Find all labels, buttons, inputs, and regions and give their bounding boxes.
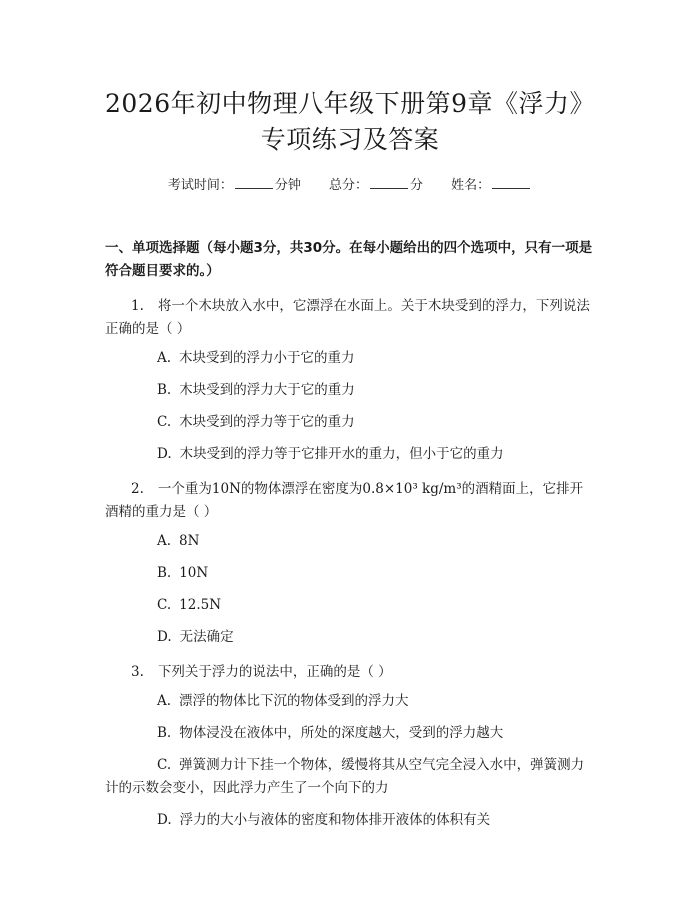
- total-score-blank: [370, 176, 408, 189]
- exam-time-unit: 分钟: [274, 178, 301, 193]
- exam-time-field: [168, 178, 305, 193]
- option-text: 木块受到的浮力小于它的重力: [179, 350, 355, 366]
- option-letter: D.: [157, 446, 172, 462]
- document-title: [105, 0, 595, 158]
- question-stem: [105, 295, 595, 341]
- question-text: 将一个木块放入水中，它漂浮在水面上。关于木块受到的浮力，下列说法正确的是（ ）: [105, 298, 590, 337]
- option-text: 弹簧测力计下挂一个物体，缓慢将其从空气完全浸入水中，弹簧测力计的示数会变小，因此浮力产生了一个向下的力: [105, 757, 585, 796]
- question-text: 下列关于浮力的说法中，正确的是（ ）: [157, 664, 392, 680]
- option-letter: B.: [157, 382, 172, 398]
- exam-time-blank: [235, 176, 273, 189]
- question-2: [105, 478, 595, 649]
- total-score-field: [329, 178, 427, 193]
- option-letter: D.: [157, 812, 172, 828]
- option-c: [105, 754, 595, 800]
- option-list: [105, 690, 595, 832]
- option-text: 木块受到的浮力大于它的重力: [179, 382, 355, 398]
- option-letter: A.: [157, 533, 172, 549]
- option-letter: D.: [157, 629, 172, 645]
- option-d: [105, 443, 595, 466]
- question-text: 一个重为10N的物体漂浮在密度为0.8×10³ kg/m³的酒精面上，它排开酒精的重力是（ ）: [105, 481, 584, 520]
- option-a: [105, 347, 595, 370]
- option-letter: C.: [157, 757, 172, 773]
- student-name-blank: [492, 176, 530, 189]
- option-letter: B.: [157, 725, 172, 741]
- question-stem: [105, 661, 595, 684]
- title-line-2: 专项练习及答案: [260, 125, 440, 154]
- student-name-field: [451, 178, 532, 193]
- option-letter: A.: [157, 350, 172, 366]
- option-letter: C.: [157, 414, 172, 430]
- option-d: [105, 809, 595, 832]
- title-line-1: 2026年初中物理八年级下册第9章《浮力》: [105, 89, 596, 118]
- option-text: 8N: [179, 533, 200, 549]
- option-a: [105, 530, 595, 553]
- option-text: 木块受到的浮力等于它的重力: [179, 414, 355, 430]
- question-number: 3.: [131, 664, 144, 680]
- option-letter: B.: [157, 565, 172, 581]
- option-a: [105, 690, 595, 713]
- option-b: [105, 722, 595, 745]
- exam-info-line: [105, 176, 595, 195]
- option-d: [105, 626, 595, 649]
- option-letter: C.: [157, 597, 172, 613]
- option-text: 无法确定: [179, 629, 234, 645]
- exam-time-label: 考试时间：: [167, 178, 233, 193]
- option-letter: A.: [157, 693, 172, 709]
- option-list: [105, 347, 595, 466]
- question-1: [105, 295, 595, 466]
- total-score-unit: 分: [410, 178, 424, 193]
- option-list: [105, 530, 595, 649]
- option-text: 漂浮的物体比下沉的物体受到的浮力大: [179, 693, 409, 709]
- question-number: 2.: [131, 481, 144, 497]
- option-c: [105, 411, 595, 434]
- option-b: [105, 379, 595, 402]
- option-text: 12.5N: [179, 597, 222, 613]
- option-text: 木块受到的浮力等于它排开水的重力，但小于它的重力: [179, 446, 504, 462]
- option-b: [105, 562, 595, 585]
- option-text: 10N: [179, 565, 209, 581]
- question-stem: [105, 478, 595, 524]
- option-text: 浮力的大小与液体的密度和物体排开液体的体积有关: [179, 812, 491, 828]
- student-name-label: 姓名：: [451, 178, 491, 193]
- option-c: [105, 594, 595, 617]
- question-3: [105, 661, 595, 832]
- section-heading: 一、单项选择题（每小题3分，共30分。在每小题给出的四个选项中，只有一项是符合题目要求的。）: [105, 240, 593, 279]
- question-number: 1.: [131, 298, 144, 314]
- total-score-label: 总分：: [328, 178, 368, 193]
- option-text: 物体浸没在液体中，所处的深度越大，受到的浮力越大: [179, 725, 504, 741]
